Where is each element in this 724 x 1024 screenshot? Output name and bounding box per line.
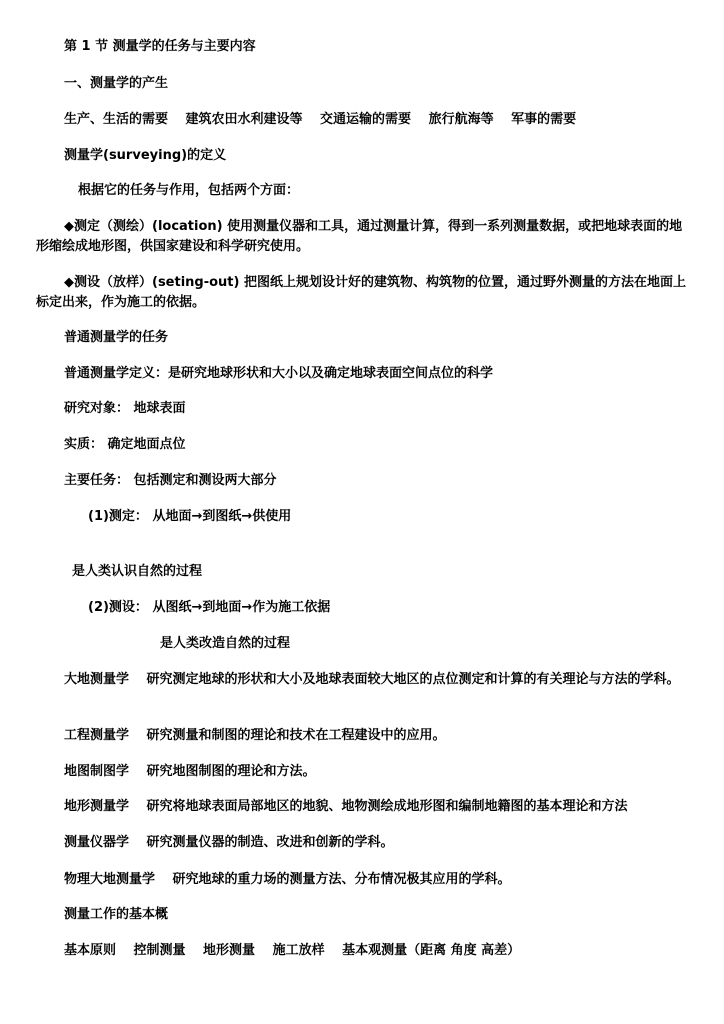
- main-tasks: 主要任务： 包括测定和测设两大部分: [64, 473, 277, 488]
- definition-heading: 测量学(surveying)的定义: [64, 148, 227, 163]
- general-tasks-heading: 普通测量学的任务: [64, 330, 169, 345]
- task-2: (2)测设： 从图纸→到地面→作为施工依据: [88, 600, 331, 615]
- physical-geodesy: 物理大地测量学 研究地球的重力场的测量方法、分布情况极其应用的学科。: [64, 872, 511, 887]
- measure-paragraph: ◆测定（测绘）(location) 使用测量仪器和工具，通过测量计算，得到一系列测量数据，或把地球表面的地形缩绘成地形图，供国家建设和科学研究使用。: [36, 219, 683, 254]
- essence-line: 实质： 确定地面点位: [64, 437, 186, 452]
- basic-principles: 基本原则 控制测量 地形测量 施工放样 基本观测量（距离 角度 高差）: [64, 943, 521, 958]
- topographic-surveying: 地形测量学 研究将地球表面局部地区的地貌、地物测绘成地形图和编制地籍图的基本理论和方法: [64, 799, 628, 814]
- research-object: 研究对象： 地球表面: [64, 401, 186, 416]
- section-title: 第 1 节 测量学的任务与主要内容: [64, 39, 256, 54]
- basic-work-heading: 测量工作的基本概: [64, 907, 169, 922]
- heading-origin: 一、测量学的产生: [64, 76, 169, 91]
- two-aspects-line: 根据它的任务与作用，包括两个方面：: [78, 183, 300, 198]
- instrument-science: 测量仪器学 研究测量仪器的制造、改进和创新的学科。: [64, 835, 394, 850]
- needs-line: 生产、生活的需要 建筑农田水利建设等 交通运输的需要 旅行航海等 军事的需要: [64, 112, 577, 127]
- engineering-surveying: 工程测量学 研究测量和制图的理论和技术在工程建设中的应用。: [64, 728, 446, 743]
- cartography: 地图制图学 研究地图制图的理论和方法。: [64, 764, 316, 779]
- general-definition: 普通测量学定义：是研究地球形状和大小以及确定地球表面空间点位的科学: [64, 366, 494, 381]
- setout-paragraph: ◆测设（放样）(seting-out) 把图纸上规划设计好的建筑物、构筑物的位置，通过野外测量的方法在地面上标定出来，作为施工的依据。: [36, 275, 686, 310]
- geodesy-paragraph: 大地测量学 研究测定地球的形状和大小及地球表面较大地区的点位测定和计算的有关理论与方法的学科。: [64, 672, 680, 687]
- task-2-note: 是人类改造自然的过程: [160, 636, 291, 651]
- task-1: (1)测定： 从地面→到图纸→供使用: [88, 509, 292, 524]
- task-1-note: 是人类认识自然的过程: [72, 564, 203, 579]
